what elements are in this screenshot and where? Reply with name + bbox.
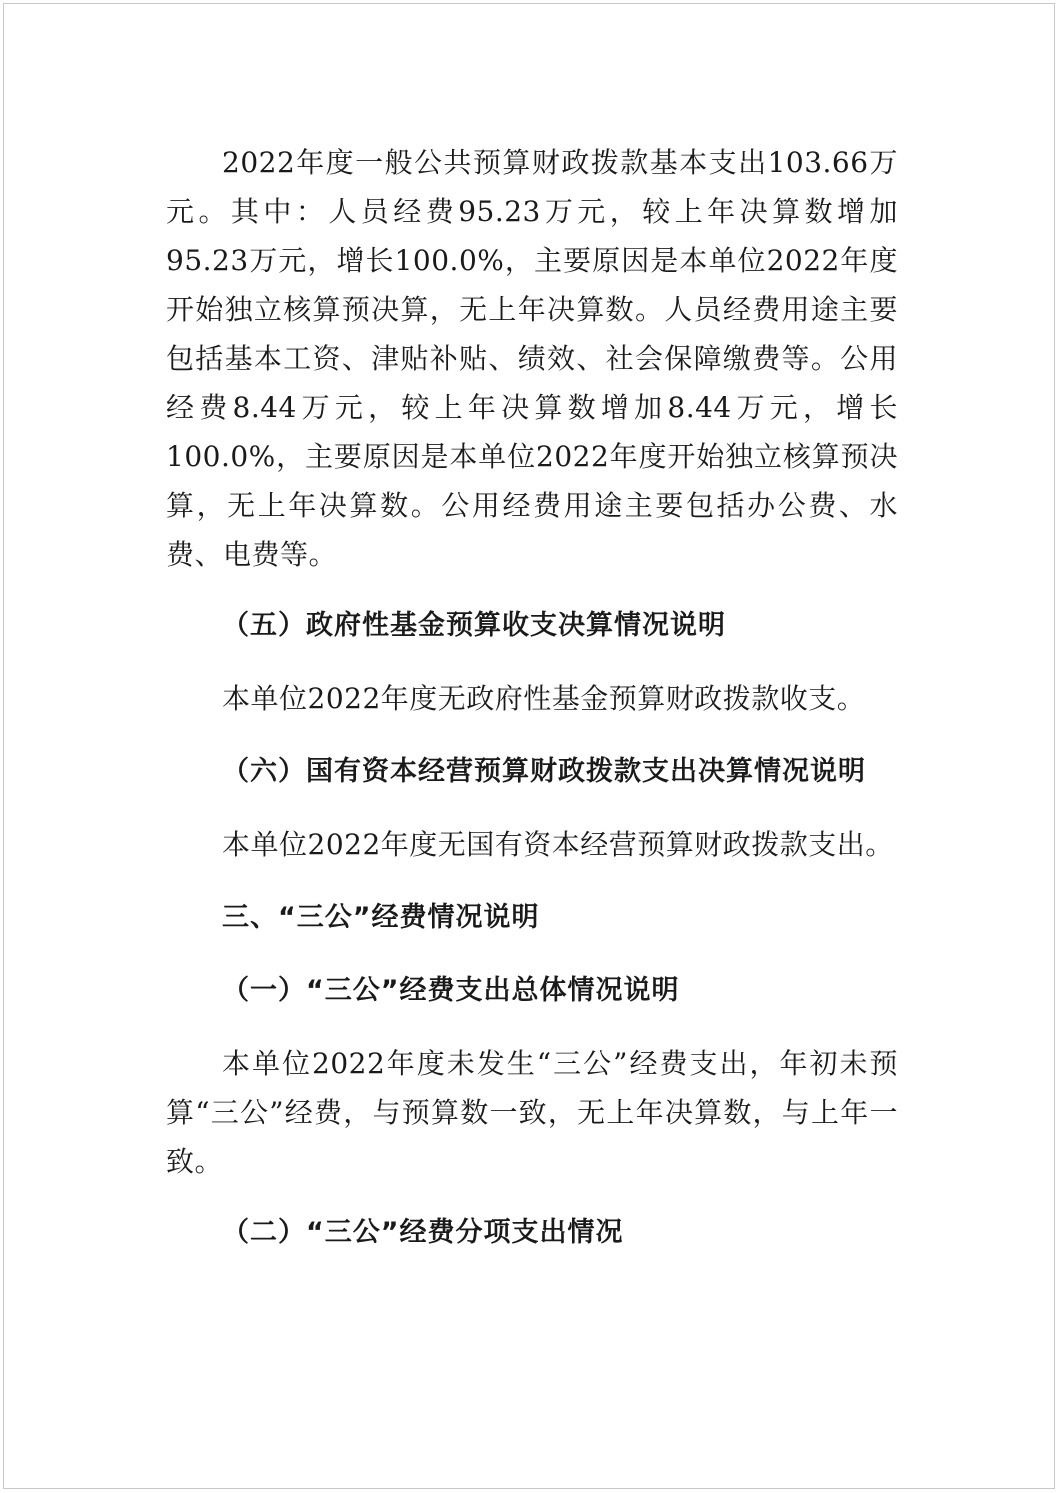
paragraph-government-fund-budget: 本单位2022年度无政府性基金预算财政拨款收支。 (222, 682, 866, 715)
document-body (166, 138, 898, 1257)
heading-state-capital-budget: （六）国有资本经营预算财政拨款支出决算情况说明 (222, 756, 866, 787)
heading-three-public-overall: （一）“三公”经费支出总体情况说明 (222, 975, 680, 1006)
paragraph-basic-expenditure: 2022年度一般公共预算财政拨款基本支出103.66万元。其中：人员经费95.23万元，较上年决算数增加95.23万元，增长100.0%，主要原因是本单位2022年度开始独立核算预决算，无上年决算数。人员经费用途主要包括基本工资、津贴补贴、绩效、社会保障缴费等。公用经费8.44万元，较上年决算数增加8.44万元，增长100.0%，主要原因是本单位2022年度开始独立核算预决算，无上年决算数。公用经费用途主要包括办公费、水费、电费等。 (166, 146, 898, 571)
heading-three-public-itemized: （二）“三公”经费分项支出情况 (222, 1217, 624, 1248)
paragraph-three-public-overall: 本单位2022年度未发生“三公”经费支出，年初未预算“三公”经费，与预算数一致，无上年决算数，与上年一致。 (166, 1047, 898, 1178)
section-title-three-public: 三、“三公”经费情况说明 (222, 902, 540, 933)
heading-government-fund-budget: （五）政府性基金预算收支决算情况说明 (222, 610, 726, 641)
paragraph-state-capital-budget: 本单位2022年度无国有资本经营预算财政拨款支出。 (222, 828, 894, 861)
